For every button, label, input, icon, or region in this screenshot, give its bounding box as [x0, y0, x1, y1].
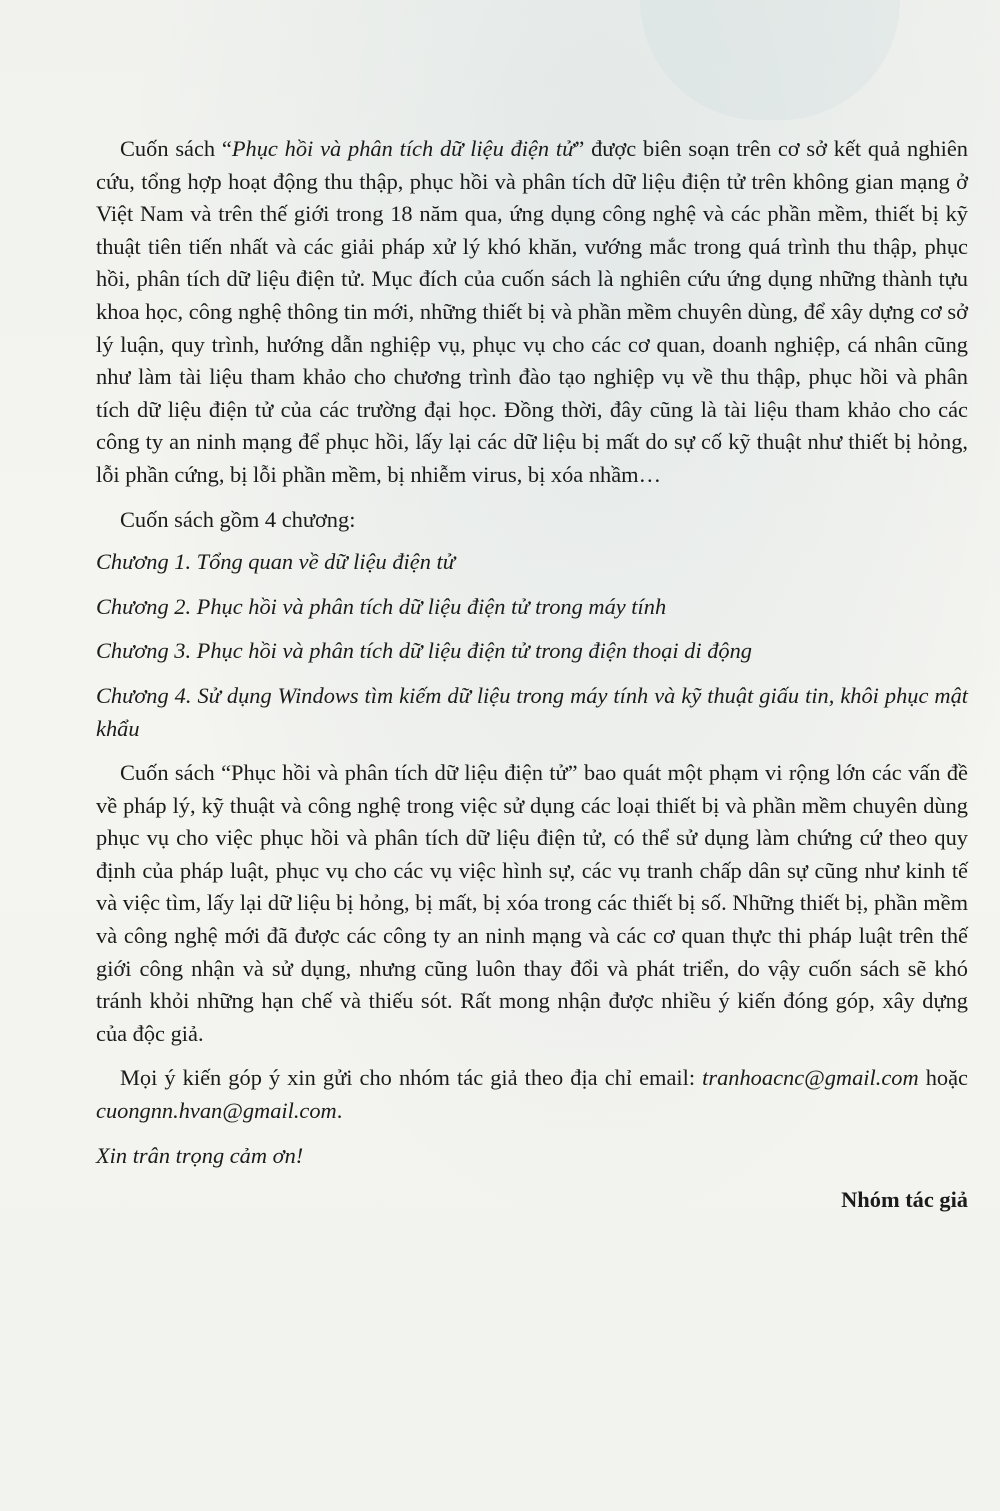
contact-paragraph [96, 1062, 968, 1127]
intro-lead: Cuốn sách “ [120, 136, 232, 161]
chapter-2: Chương 2. Phục hồi và phân tích dữ liệu điện tử trong máy tính [96, 593, 667, 619]
contact-end: . [336, 1098, 343, 1124]
chapter-4: Chương 4. Sử dụng Windows tìm kiếm dữ liệu trong máy tính và kỹ thuật giấu tin, khôi phục mật khẩu [96, 682, 968, 741]
contact-middle: hoặc [918, 1065, 968, 1091]
email-1: tranhoacnc@gmail.com [702, 1065, 919, 1091]
email-2: cuongnn.hvan@gmail.com [96, 1098, 337, 1124]
contact-lead: Mọi ý kiến góp ý xin gửi cho nhóm tác giả theo địa chỉ email: [120, 1065, 703, 1091]
scope-paragraph: Cuốn sách “Phục hồi và phân tích dữ liệu điện tử” bao quát một phạm vi rộng lớn các vấn đề về pháp lý, kỹ thuật và công nghệ trong việc sử dụng các loại thiết bị và phần mềm chuyên dùng phục vụ cho việc phục hồi và phân tích dữ liệu điện tử, có thể sử dụng làm chứng cứ theo quy định của pháp luật, phục vụ cho các vụ việc hình sự, các vụ tranh chấp dân sự cũng như kinh tế và việc tìm, lấy lại dữ liệu bị hỏng, bị mất, bị xóa trong các thiết bị số. Những thiết bị, phần mềm và công nghệ mới đã được các công ty an ninh mạng và các cơ quan thực thi pháp luật trên thế giới công nhận và sử dụng, nhưng cũng luôn thay đổi và phát triển, do vậy cuốn sách sẽ khó tránh khỏi những hạn chế và thiếu sót. Rất mong nhận được nhiều ý kiến đóng góp, xây dựng của độc giả. [96, 760, 968, 1046]
thanks-line: Xin trân trọng cảm ơn! [96, 1142, 304, 1168]
intro-paragraph [96, 133, 968, 492]
chapters-intro: Cuốn sách gồm 4 chương: [120, 506, 356, 532]
preface-text [96, 133, 968, 1217]
chapter-3: Chương 3. Phục hồi và phân tích dữ liệu điện tử trong điện thoại di động [96, 638, 752, 664]
book-title: Phục hồi và phân tích dữ liệu điện tử [231, 136, 575, 161]
signature: Nhóm tác giả [841, 1187, 968, 1213]
chapter-1: Chương 1. Tổng quan về dữ liệu điện tử [96, 549, 455, 575]
intro-rest: ” được biên soạn trên cơ sở kết quả nghiên cứu, tổng hợp hoạt động thu thập, phục hồi và phân tích dữ liệu điện tử trên không gian mạng ở Việt Nam và trên thế giới trong 18 năm qua, ứng dụng công nghệ và các phần mềm, thiết bị kỹ thuật tiên tiến nhất và các giải pháp xử lý khó khăn, vướng mắc trong quá trình thu thập, phục hồi, phân tích dữ liệu điện tử. Mục đích của cuốn sách là nghiên cứu ứng dụng những thành tựu khoa học, công nghệ thông tin mới, những thiết bị và phần mềm chuyên dùng, để xây dựng cơ sở lý luận, quy trình, hướng dẫn nghiệp vụ, phục vụ cho các cơ quan, doanh nghiệp, cá nhân cũng như làm tài liệu tham khảo cho chương trình đào tạo nghiệp vụ về thu thập, phục hồi và phân tích dữ liệu điện tử của các trường đại học. Đồng thời, đây cũng là tài liệu tham khảo cho các công ty an ninh mạng để phục hồi, lấy lại các dữ liệu bị mất do sự cố kỹ thuật như thiết bị hỏng, lỗi phần cứng, bị lỗi phần mềm, bị nhiễm virus, bị xóa nhầm… [96, 136, 968, 487]
background-bleed [640, 0, 900, 120]
